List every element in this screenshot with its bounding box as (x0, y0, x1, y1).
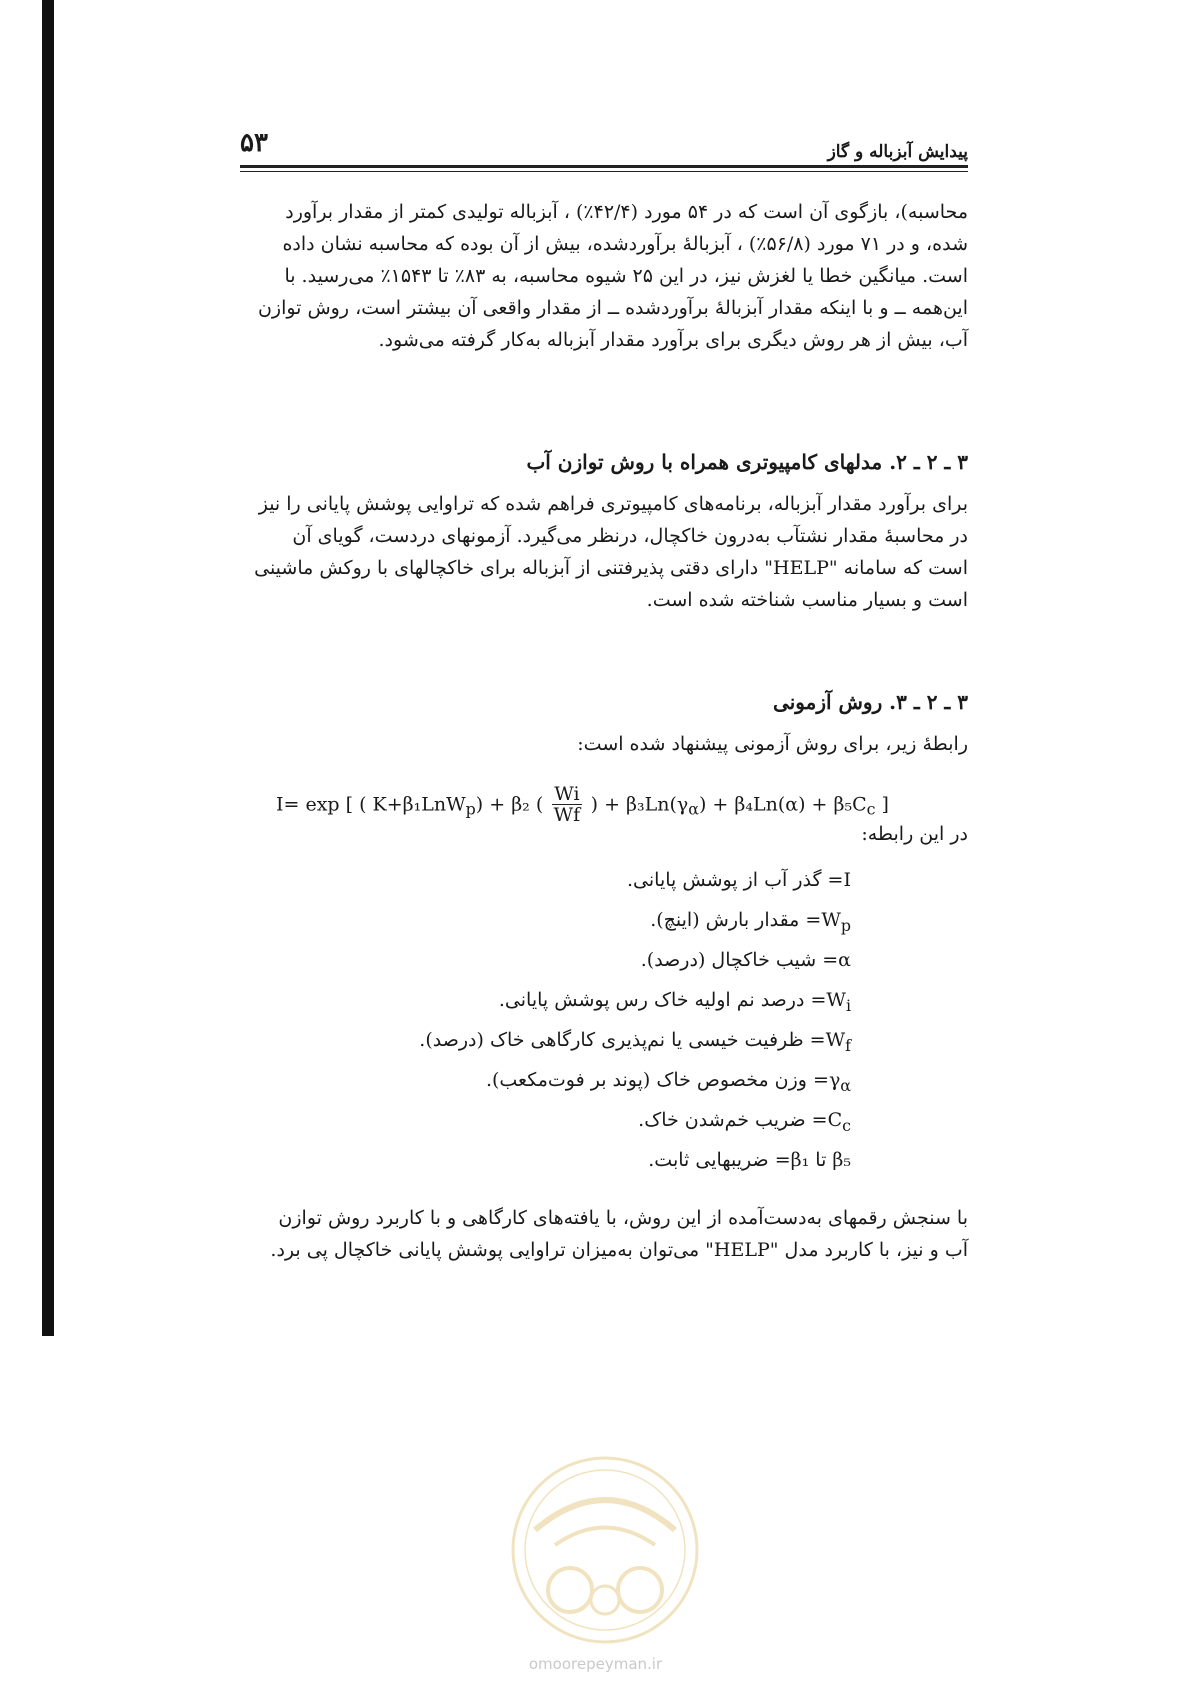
paragraph-line: این‌همه ــ و با اینکه مقدار آبزبالهٔ برآوردشده ــ از مقدار واقعی آن بیشتر است، روش توازن (257, 297, 968, 319)
in-this-relation-label: در این رابطه: (861, 823, 968, 845)
page-number: ۵۳ (240, 128, 268, 158)
paragraph-line: آب و نیز، با کاربرد مدل "HELP" می‌توان به‌میزان تراوایی پوشش پایانی خاکچال پی برد. (270, 1239, 968, 1261)
paragraph-line: با سنجش رقمهای به‌دست‌آمده از این روش، با یافته‌های کارگاهی و با کاربرد روش توازن (278, 1207, 968, 1229)
section-2-paragraph (240, 488, 968, 616)
definition-item: $W_i=$ درصد نم اولیه خاک رس پوشش پایانی. (498, 989, 851, 1015)
section-3-intro: رابطهٔ زیر، برای روش آزمونی پیشنهاد شده است: (577, 733, 968, 755)
paragraph-line: است و بسیار مناسب شناخته شده است. (646, 589, 968, 611)
definition-item: β₁ تا β₅= ضریبهایی ثابت. (648, 1149, 851, 1171)
paragraph-line: است. میانگین خطا یا لغزش نیز، در این ۲۵ شیوه محاسبه، به ۸۳٪ تا ۱۵۴۳٪ می‌رسید. با (284, 265, 968, 287)
paragraph-line: شده، و در ۷۱ مورد (۵۶/۸٪) ، آبزبالهٔ برآوردشده، بیش از آن بوده که محاسبه نشان داده (282, 233, 968, 255)
header-rule-thin (240, 171, 968, 172)
header-rule-thick (240, 165, 968, 168)
definition-item: $C_c=$ ضریب خم‌شدن خاک. (638, 1109, 851, 1135)
section-heading-computer-models: ۳ ـ ۲ ـ ۲. مدلهای کامپیوتری همراه با روش توازن آب (526, 450, 968, 474)
variable-definitions (419, 860, 851, 1180)
watermark-site: omoorepeyman.ir (528, 1655, 663, 1673)
definition-item: $W_f=$ ظرفیت خیسی یا نم‌پذیری کارگاهی خاک (درصد). (419, 1029, 851, 1055)
definition-item: α= شیب خاکچال (درصد). (640, 949, 851, 971)
definition-item: $\gamma_\alpha=$ وزن مخصوص خاک (پوند بر فوت‌مکعب). (485, 1069, 851, 1095)
page-header (240, 128, 968, 162)
definition-item: $W_p=$ مقدار بارش (اینچ). (650, 909, 851, 935)
intro-paragraph (240, 196, 968, 356)
paragraph-line: محاسبه)، بازگوی آن است که در ۵۴ مورد (۴۲/۴٪) ، آبزباله تولیدی کمتر از مقدار برآورد (285, 201, 968, 223)
formula-fraction: $\frac{Wi}{Wf}$ (553, 783, 581, 826)
section-heading-empirical-method: ۳ ـ ۲ ـ ۳. روش آزمونی (773, 690, 968, 714)
running-title: پیدایش آبزباله و گاز (827, 142, 968, 162)
closing-paragraph (240, 1202, 968, 1266)
paragraph-line: برای برآورد مقدار آبزباله، برنامه‌های کامپیوتری فراهم شده که تراوایی پوشش پایانی را نیز (258, 493, 968, 515)
paragraph-line: آب، بیش از هر روش دیگری برای برآورد مقدار آبزباله به‌کار گرفته می‌شود. (378, 329, 968, 351)
publisher-seal-watermark (495, 1450, 715, 1650)
scan-binding-edge (42, 0, 54, 1336)
definition-item: I= گذر آب از پوشش پایانی. (626, 869, 851, 891)
paragraph-line: است که سامانه "HELP" دارای دقتی پذیرفتنی از آبزباله برای خاکچالهای با روکش ماشینی (254, 557, 968, 579)
paragraph-line: در محاسبهٔ مقدار نشتآب به‌درون خاکچال، درنظر می‌گیرد. آزمونهای دردست، گویای آن (292, 525, 968, 547)
empirical-formula: I= exp [ ( K+β₁LnW$_p$) + β₂ ( $\frac{Wi}{Wf}$ ) + $\beta_3Ln(\gamma_\alpha) + \beta_4Ln(\alpha) + \beta_5C_c$ ] (276, 783, 889, 826)
